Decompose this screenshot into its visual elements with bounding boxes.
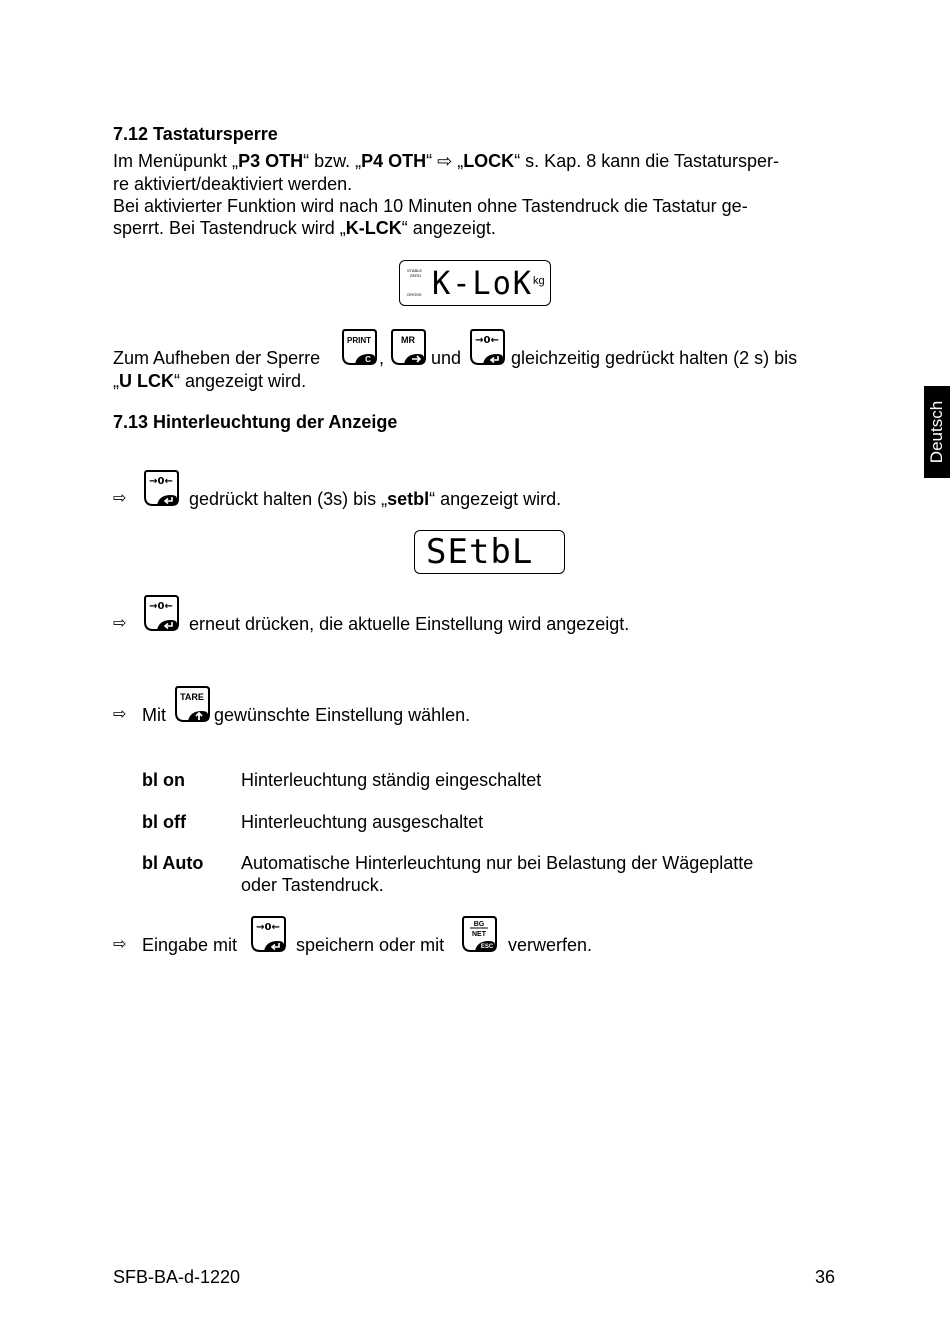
unlock-text-cont: gleichzeitig gedrückt halten (2 s) bis bbox=[511, 348, 798, 368]
mr-key-icon bbox=[390, 328, 426, 366]
option-desc: oder Tastendruck. bbox=[241, 875, 384, 895]
step-text: erneut drücken, die aktuelle Einstellung wird angezeigt. bbox=[189, 614, 630, 634]
comma: , bbox=[379, 348, 385, 368]
bullet-arrow-icon: ⇨ bbox=[113, 490, 127, 507]
unlock-text-line2: „U LCK“ angezeigt wird. bbox=[113, 371, 307, 391]
svg-text:→0←: →0← bbox=[475, 335, 499, 346]
option-desc: Automatische Hinterleuchtung nur bei Belastung der Wägeplatte bbox=[241, 853, 754, 873]
step-text: Mit bbox=[142, 705, 166, 725]
option-term: bl Auto bbox=[142, 853, 204, 873]
lcd-readout: K-LoK bbox=[432, 264, 534, 302]
paragraph-line: Im Menüpunkt „P3 OTH“ bzw. „P4 OTH“ ⇨ „LOCK“ s. Kap. 8 kann die Tastatursper- bbox=[113, 151, 779, 171]
step-text: Eingabe mit bbox=[142, 935, 238, 955]
svg-text:BG: BG bbox=[473, 921, 485, 928]
footer-doc-id: SFB-BA-d-1220 bbox=[113, 1267, 241, 1287]
print-key-icon bbox=[341, 328, 377, 366]
svg-text:→0←: →0← bbox=[149, 476, 173, 487]
svg-text:ESC: ESC bbox=[480, 944, 494, 950]
option-term: bl on bbox=[142, 770, 185, 790]
option-desc: Hinterleuchtung ausgeschaltet bbox=[241, 812, 484, 832]
svg-text:PRINT: PRINT bbox=[347, 336, 371, 345]
und-text: und bbox=[431, 348, 462, 368]
lcd-display-k-lck bbox=[399, 260, 551, 306]
zero-enter-key-icon bbox=[143, 594, 179, 632]
page-number: 36 bbox=[815, 1267, 836, 1287]
language-tab: Deutsch bbox=[924, 386, 950, 478]
bg-net-esc-key-icon bbox=[461, 915, 497, 953]
zero-enter-key-icon bbox=[250, 915, 286, 953]
option-term: bl off bbox=[142, 812, 186, 832]
option-desc: Hinterleuchtung ständig eingeschaltet bbox=[241, 770, 542, 790]
zero-enter-key-icon bbox=[143, 469, 179, 507]
lcd-display-setbl bbox=[414, 530, 565, 574]
bullet-arrow-icon: ⇨ bbox=[113, 936, 127, 953]
step-text: speichern oder mit bbox=[296, 935, 445, 955]
svg-text:MR: MR bbox=[401, 335, 415, 345]
bullet-arrow-icon: ⇨ bbox=[113, 615, 127, 632]
section-heading-7-12: 7.12 Tastatursperre bbox=[113, 124, 278, 144]
svg-text:→0←: →0← bbox=[149, 601, 173, 612]
zero-enter-key-icon bbox=[469, 328, 505, 366]
bullet-arrow-icon: ⇨ bbox=[113, 706, 127, 723]
step-text: verwerfen. bbox=[508, 935, 593, 955]
step-text: gedrückt halten (3s) bis „setbl“ angezeigt wird. bbox=[189, 489, 562, 509]
lcd-readout: SEtbL bbox=[426, 532, 534, 572]
section-heading-7-13: 7.13 Hinterleuchtung der Anzeige bbox=[113, 412, 398, 432]
paragraph-line: re aktiviert/deaktiviert werden. bbox=[113, 174, 353, 194]
unlock-text: Zum Aufheben der Sperre bbox=[113, 348, 321, 368]
tare-up-key-icon bbox=[174, 685, 210, 723]
svg-text:TARE: TARE bbox=[180, 692, 204, 702]
paragraph-line: Bei aktivierter Funktion wird nach 10 Minuten ohne Tastendruck die Tastatur ge- bbox=[113, 196, 748, 216]
svg-text:C: C bbox=[365, 355, 371, 364]
paragraph-line: sperrt. Bei Tastendruck wird „K-LCK“ angezeigt. bbox=[113, 218, 496, 238]
lcd-indicator-labels: STABLE ZERO GROSS bbox=[407, 268, 423, 297]
svg-text:NET: NET bbox=[472, 931, 486, 938]
lcd-unit: kg bbox=[533, 275, 545, 287]
svg-text:→0←: →0← bbox=[256, 922, 280, 933]
step-text: gewünschte Einstellung wählen. bbox=[214, 705, 471, 725]
